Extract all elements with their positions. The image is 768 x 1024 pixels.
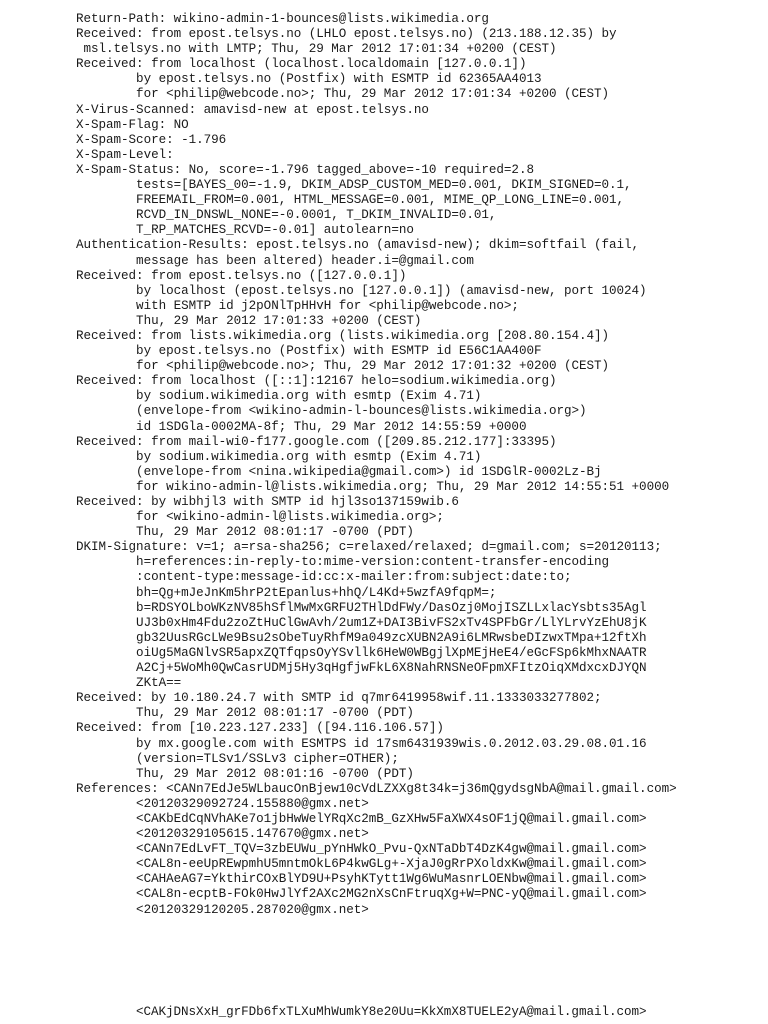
header-line: for <wikino-admin-l@lists.wikimedia.org>; [76,510,444,525]
header-line: <CAKbEdCqNVhAKe7o1jbHwWelYRqXc2mB_GzXHw5FaXWX4sOF1jQ@mail.gmail.com> [76,811,647,826]
header-line: <20120329120205.287020@gmx.net> [76,902,369,917]
header-line: X-Spam-Flag: NO [76,117,189,132]
email-header-block [76,12,756,918]
references-trailing-line: <CAKjDNsXxH_grFDb6fxTLXuMhWumkY8e20Uu=KkXmX8TUELE2yA@mail.gmail.com> [136,1005,647,1019]
header-line: <CAL8n-eeUpREwpmhU5mntmOkL6P4kwGLg+-XjaJ0gRrPXoldxKw@mail.gmail.com> [76,857,647,872]
header-line: A2Cj+5WoMh0QwCasrUDMj5Hy3qHgfjwFkL6X8NahRNSNeOFpmXFItzOiqXMdxcxDJYQN [76,661,647,676]
header-line: bh=Qg+mJeJnKm5hrP2tEpanlus+hhQ/L4Kd+5wzfA9fqpM=; [76,585,497,600]
header-line: Received: from epost.telsys.no (LHLO epost.telsys.no) (213.188.12.35) by [76,27,617,42]
header-line: Received: from lists.wikimedia.org (lists.wikimedia.org [208.80.154.4]) [76,328,610,343]
header-line: <20120329092724.155880@gmx.net> [76,796,369,811]
header-line: UJ3b0xHm4Fdu2zoZtHuClGwAvh/2um1Z+DAI3BivFS2xTv4SPFbGr/LlYLrvYzEhU8jK [76,615,647,630]
header-line: (envelope-from <nina.wikipedia@gmail.com>) id 1SDGlR-0002Lz-Bj [76,464,602,479]
header-line: <CAHAeAG7=YkthirCOxBlYD9U+PsyhKTytt1Wg6WuMasnrLOENbw@mail.gmail.com> [76,872,647,887]
header-line: Received: from [10.223.127.233] ([94.116.106.57]) [76,721,444,736]
header-line: by sodium.wikimedia.org with esmtp (Exim 4.71) [76,449,482,464]
header-line: Authentication-Results: epost.telsys.no (amavisd-new); dkim=softfail (fail, [76,238,640,253]
header-line: with ESMTP id j2pONlTpHHvH for <philip@webcode.no>; [76,298,519,313]
header-line: X-Virus-Scanned: amavisd-new at epost.telsys.no [76,102,429,117]
header-line: <CAL8n-ecptB-FOk0HwJlYf2AXc2MG2nXsCnFtruqXg+W=PNC-yQ@mail.gmail.com> [76,887,647,902]
header-line: :content-type:message-id:cc:x-mailer:from:subject:date:to; [76,570,572,585]
header-line: X-Spam-Score: -1.796 [76,132,227,147]
header-line: by sodium.wikimedia.org with esmtp (Exim 4.71) [76,389,482,404]
header-line: for wikino-admin-l@lists.wikimedia.org; Thu, 29 Mar 2012 14:55:51 +0000 [76,479,670,494]
header-line: References: <CANn7EdJe5WLbaucOnBjew10cVdLZXXg8t34k=j36mQgydsgNbA@mail.gmail.com> [76,781,677,796]
header-line: FREEMAIL_FROM=0.001, HTML_MESSAGE=0.001, MIME_QP_LONG_LINE=0.001, [76,193,625,208]
header-line: <20120329105615.147670@gmx.net> [76,827,369,842]
header-line: Received: from mail-wi0-f177.google.com ([209.85.212.177]:33395) [76,434,557,449]
header-line: oiUg5MaGNlvSR5apxZQTfqpsOyYSvllk6HeW0WBgjlXpMEjHeE4/eGcFSp6kMhxNAATR [76,645,647,660]
header-line: by localhost (epost.telsys.no [127.0.0.1]) (amavisd-new, port 10024) [76,283,647,298]
header-line: T_RP_MATCHES_RCVD=-0.01] autolearn=no [76,223,414,238]
header-line: Return-Path: wikino-admin-1-bounces@lists.wikimedia.org [76,12,489,26]
header-line: Received: by wibhjl3 with SMTP id hjl3so137159wib.6 [76,495,459,509]
header-line: message has been altered) header.i=@gmail.com [76,253,474,268]
header-line: <CANn7EdLvFT_TQV=3zbEUWu_pYnHWkO_Pvu-QxNTaDbT4DzK4gw@mail.gmail.com> [76,842,647,857]
header-line: for <philip@webcode.no>; Thu, 29 Mar 2012 17:01:32 +0200 (CEST) [76,359,610,374]
header-line: h=references:in-reply-to:mime-version:content-transfer-encoding [76,555,610,570]
header-line: Received: from localhost (localhost.localdomain [127.0.0.1]) [76,57,527,72]
header-line: X-Spam-Status: No, score=-1.796 tagged_above=-10 required=2.8 [76,162,534,177]
header-line: Received: by 10.180.24.7 with SMTP id q7mr6419958wif.11.1333033277802; [76,691,602,706]
header-line: b=RDSYOLboWKzNV85hSflMwMxGRFU2THlDdFWy/DasOzj0MojISZLLxlacYsbts35Agl [76,600,647,615]
header-line: RCVD_IN_DNSWL_NONE=-0.0001, T_DKIM_INVALID=0.01, [76,208,497,223]
header-line: for <philip@webcode.no>; Thu, 29 Mar 2012 17:01:34 +0200 (CEST) [76,87,610,102]
header-line: by epost.telsys.no (Postfix) with ESMTP id E56C1AA400F [76,344,542,359]
header-line: Thu, 29 Mar 2012 08:01:17 -0700 (PDT) [76,706,414,721]
header-line: tests=[BAYES_00=-1.9, DKIM_ADSP_CUSTOM_MED=0.001, DKIM_SIGNED=0.1, [76,178,632,193]
header-line: ZKtA== [76,676,182,691]
header-line: Received: from localhost ([::1]:12167 helo=sodium.wikimedia.org) [76,374,557,389]
header-line: Thu, 29 Mar 2012 17:01:33 +0200 (CEST) [76,313,422,328]
header-line: Received: from epost.telsys.no ([127.0.0.1]) [76,268,407,283]
header-line: (version=TLSv1/SSLv3 cipher=OTHER); [76,751,399,766]
header-line: by epost.telsys.no (Postfix) with ESMTP id 62365AA4013 [76,72,542,87]
header-line: msl.telsys.no with LMTP; Thu, 29 Mar 2012 17:01:34 +0200 (CEST) [76,42,557,57]
header-line: Thu, 29 Mar 2012 08:01:17 -0700 (PDT) [76,525,414,540]
header-line: by mx.google.com with ESMTPS id 17sm6431939wis.0.2012.03.29.08.01.16 [76,736,647,751]
header-line: (envelope-from <wikino-admin-l-bounces@lists.wikimedia.org>) [76,404,587,419]
header-line: id 1SDGla-0002MA-8f; Thu, 29 Mar 2012 14:55:59 +0000 [76,419,527,434]
header-line: X-Spam-Level: [76,147,174,162]
header-line: DKIM-Signature: v=1; a=rsa-sha256; c=relaxed/relaxed; d=gmail.com; s=20120113; [76,540,662,555]
header-line: Thu, 29 Mar 2012 08:01:16 -0700 (PDT) [76,766,414,781]
header-line: gb32UusRGcLWe9Bsu2sObeTuyRhfM9a049zcXUBN2A9i6LMRwsbeDIzwxTMpa+12ftXh [76,630,647,645]
